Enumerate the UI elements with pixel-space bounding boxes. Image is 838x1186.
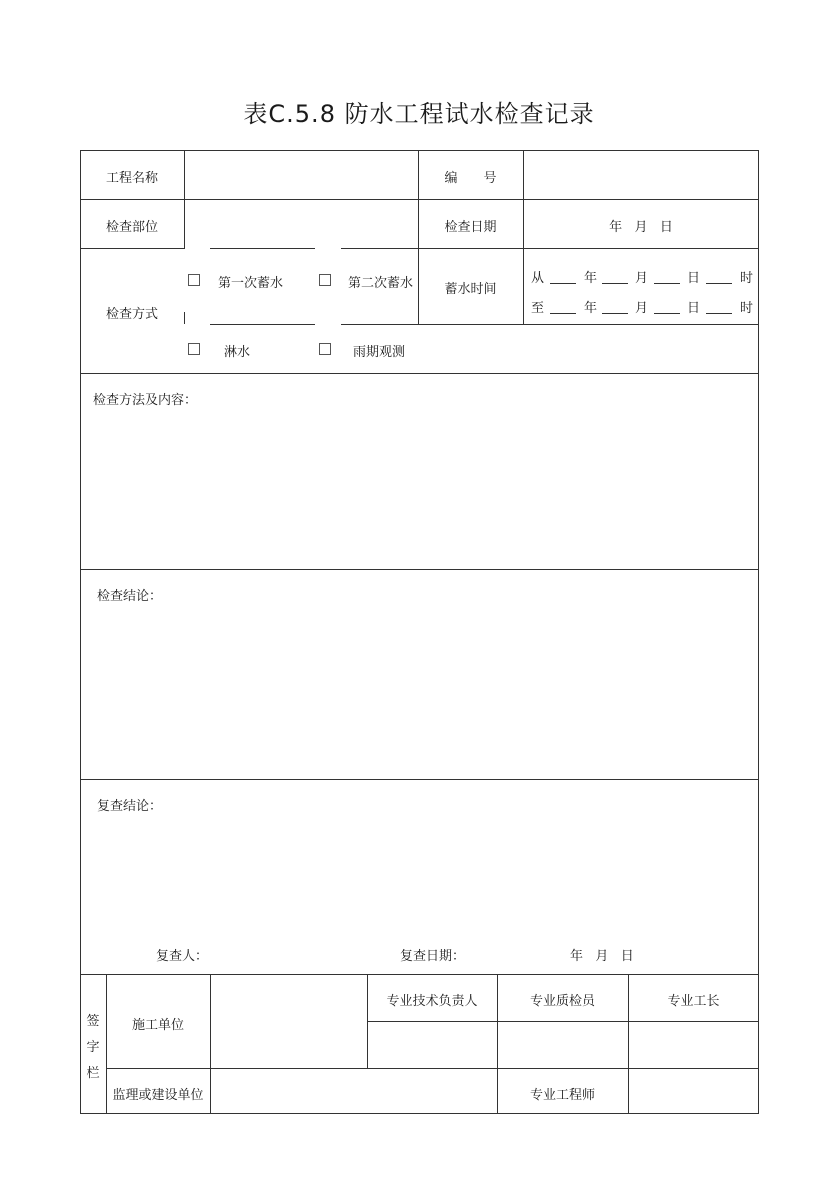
tech-lead-label: 专业技术负责人	[386, 994, 478, 1009]
conclusion-area[interactable]	[81, 606, 758, 778]
to-day-blank[interactable]	[654, 313, 680, 314]
sprinkle-checkbox[interactable]	[188, 343, 200, 355]
to-hour-blank[interactable]	[706, 313, 732, 314]
recheck-label: 复查结论：	[97, 799, 163, 814]
storage-time-label: 蓄水时间	[444, 282, 497, 297]
recheck-person-label: 复查人：	[156, 949, 209, 964]
engineer-label: 专业工程师	[529, 1088, 595, 1103]
from-day-blank[interactable]	[654, 283, 680, 284]
supervision-unit-field[interactable]	[211, 1069, 497, 1113]
second-storage-label: 第二次蓄水	[348, 276, 414, 291]
first-storage-label: 第一次蓄水	[218, 276, 284, 291]
number-field[interactable]	[524, 151, 758, 199]
construction-unit-label: 施工单位	[131, 1018, 184, 1033]
foreman-label: 专业工长	[667, 994, 720, 1009]
project-name-label: 工程名称	[105, 171, 158, 186]
sign-col-char-3: 栏	[86, 1066, 100, 1081]
number-label: 编 号	[444, 171, 497, 186]
sign-col-char-1: 签	[86, 1014, 100, 1029]
rain-observe-checkbox[interactable]	[319, 343, 331, 355]
rain-observe-label: 雨期观测	[353, 345, 406, 360]
from-hour-blank[interactable]	[706, 283, 732, 284]
content-area[interactable]	[81, 410, 758, 568]
first-storage-checkbox[interactable]	[188, 274, 200, 286]
construction-unit-field[interactable]	[211, 975, 367, 1068]
recheck-date-label: 复查日期：	[400, 949, 466, 964]
sign-col-char-2: 字	[86, 1040, 100, 1055]
conclusion-label: 检查结论：	[97, 589, 163, 604]
check-date-value[interactable]: 年 月 日	[609, 220, 673, 235]
quality-inspector-sign-field[interactable]	[498, 1022, 628, 1068]
second-storage-checkbox[interactable]	[319, 274, 331, 286]
page-title: 表C.5.8 防水工程试水检查记录	[243, 100, 595, 128]
project-name-field[interactable]	[185, 151, 418, 199]
engineer-sign-field[interactable]	[629, 1069, 758, 1113]
foreman-sign-field[interactable]	[629, 1022, 758, 1068]
content-label: 检查方法及内容：	[93, 393, 198, 408]
quality-inspector-label: 专业质检员	[529, 994, 595, 1009]
supervision-unit-label: 监理或建设单位	[112, 1088, 204, 1103]
sprinkle-label: 淋水	[224, 345, 251, 360]
to-year-blank[interactable]	[550, 313, 576, 314]
to-month-blank[interactable]	[602, 313, 628, 314]
date-label: 检查日期	[444, 220, 497, 235]
recheck-area[interactable]	[81, 816, 758, 936]
from-year-blank[interactable]	[550, 283, 576, 284]
location-field[interactable]	[185, 200, 418, 248]
recheck-date-value[interactable]: 年 月 日	[570, 949, 634, 964]
location-label: 检查部位	[105, 220, 158, 235]
from-month-blank[interactable]	[602, 283, 628, 284]
method-label: 检查方式	[105, 307, 158, 322]
tech-lead-sign-field[interactable]	[368, 1022, 497, 1068]
